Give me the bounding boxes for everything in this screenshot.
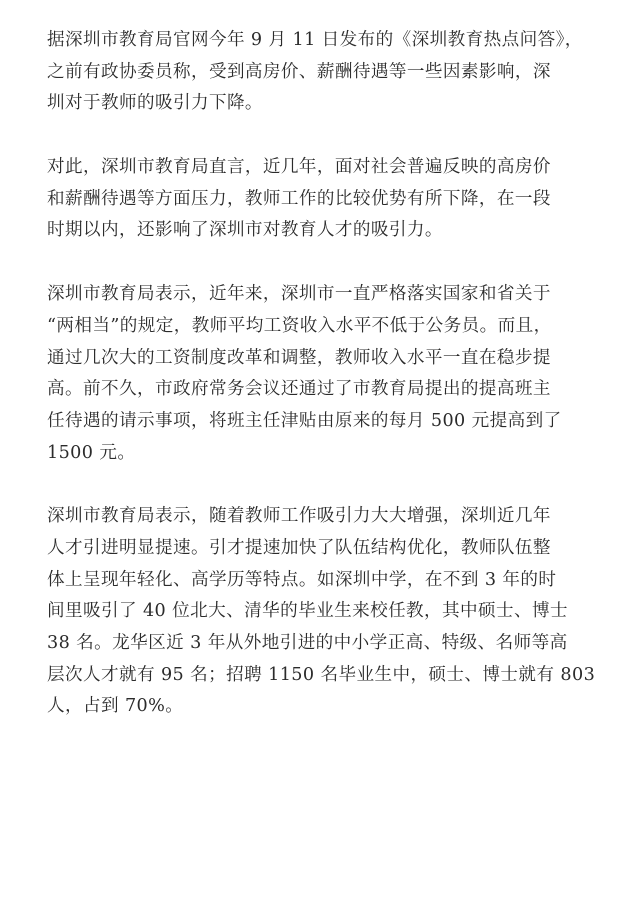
text-line: 和薪酬待遇等方面压力，教师工作的比较优势有所下降，在一段: [47, 188, 551, 209]
text-line: 1500 元。: [47, 442, 136, 463]
paragraph-2: [47, 152, 607, 247]
text-line: 通过几次大的工资制度改革和调整，教师收入水平一直在稳步提: [47, 347, 551, 368]
text-line: 时期以内，还影响了深圳市对教育人才的吸引力。: [47, 220, 443, 241]
text-line: 体上呈现年轻化、高学历等特点。如深圳中学，在不到 3 年的时: [47, 569, 557, 590]
text-line: 深圳市教育局表示，随着教师工作吸引力大大增强，深圳近几年: [47, 506, 551, 527]
text-line: 38 名。龙华区近 3 年从外地引进的中小学正高、特级、名师等高: [47, 633, 568, 653]
text-line: 人，占到 70%。: [47, 696, 184, 717]
text-line: 对此，深圳市教育局直言，近几年，面对社会普遍反映的高房价: [47, 157, 551, 178]
text-line: 之前有政协委员称，受到高房价、薪酬待遇等一些因素影响，深: [47, 61, 551, 82]
text-line: “两相当”的规定，教师平均工资收入水平不低于公务员。而且，: [47, 315, 552, 336]
text-line: 据深圳市教育局官网今年 9 月 11 日发布的《深圳教育热点问答》，: [47, 30, 583, 50]
text-line: 人才引进明显提速。引才提速加快了队伍结构优化，教师队伍整: [47, 537, 551, 558]
paragraph-3: [47, 279, 607, 469]
text-line: 层次人才就有 95 名；招聘 1150 名毕业生中，硕士、博士就有 803: [47, 664, 596, 685]
text-line: 间里吸引了 40 位北大、清华的毕业生来校任教，其中硕士、博士: [47, 601, 569, 622]
text-line: 任待遇的请示事项，将班主任津贴由原来的每月 500 元提高到了: [47, 410, 562, 431]
article-body: [47, 25, 607, 755]
paragraph-1: [47, 25, 607, 120]
text-line: 圳对于教师的吸引力下降。: [47, 93, 263, 114]
paragraph-4: [47, 501, 607, 723]
text-line: 高。前不久，市政府常务会议还通过了市教育局提出的提高班主: [47, 379, 551, 400]
text-line: 深圳市教育局表示，近年来，深圳市一直严格落实国家和省关于: [47, 284, 551, 305]
